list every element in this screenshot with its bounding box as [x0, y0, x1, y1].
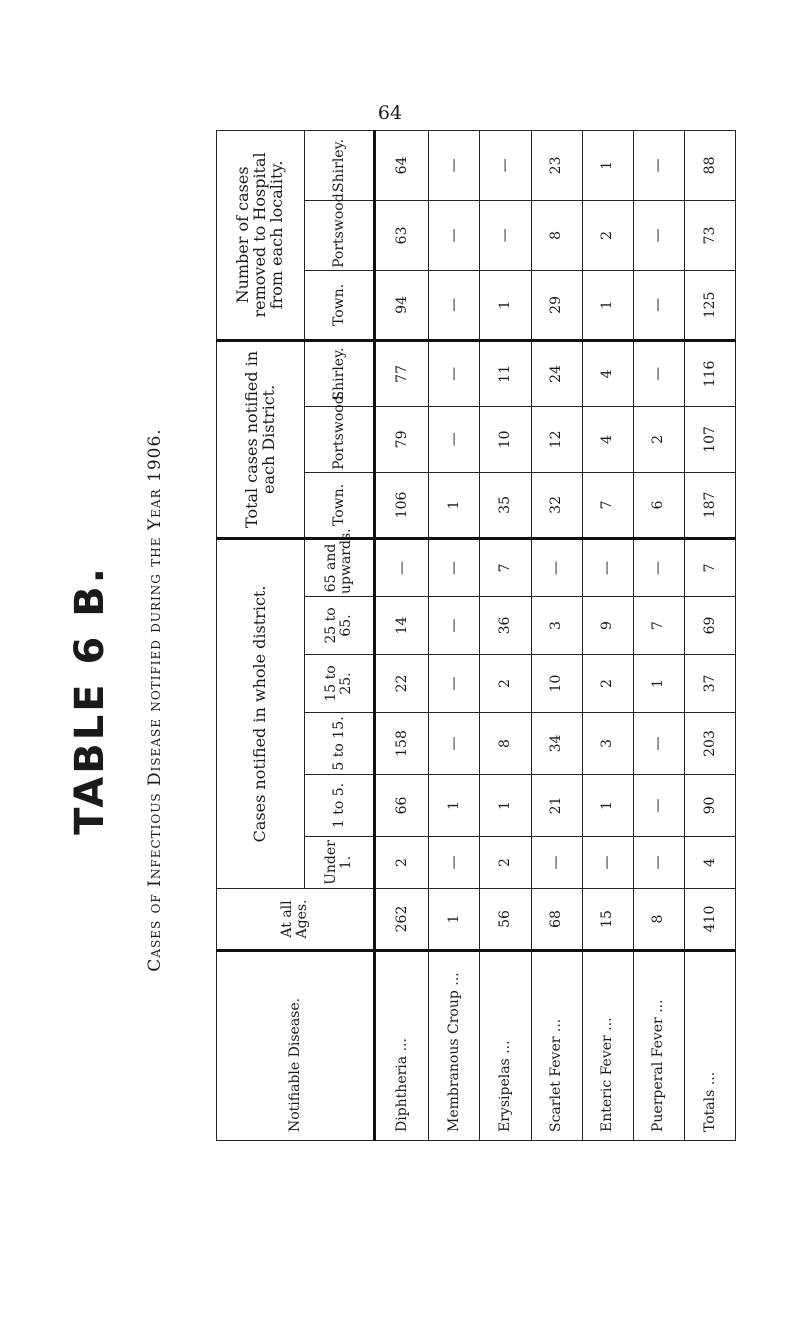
table-cell: 36: [480, 597, 531, 655]
table-cell: 2: [480, 655, 531, 713]
table-cell: —: [633, 340, 684, 406]
header-total-portswood: Portswood.: [305, 406, 375, 472]
table-cell: —: [633, 713, 684, 775]
header-total-shirley: Shirley.: [305, 340, 375, 406]
table-cell: 11: [480, 340, 531, 406]
table-cell: 1: [582, 775, 633, 837]
table-cell: Puerperal Fever ...: [633, 951, 684, 1141]
table-cell: 1: [429, 472, 480, 538]
table-cell: —: [375, 538, 429, 596]
table-cell: 187: [684, 472, 735, 538]
table-cell: 9: [582, 597, 633, 655]
table-row: [429, 130, 480, 1140]
table-cell: —: [429, 837, 480, 889]
table-cell: 2: [480, 837, 531, 889]
table-cell: 66: [375, 775, 429, 837]
header-5to15: 5 to 15.: [305, 713, 375, 775]
table-cell: 68: [531, 889, 582, 951]
table-cell: —: [429, 130, 480, 200]
table-cell: 63: [375, 200, 429, 270]
header-total-town: Town.: [305, 472, 375, 538]
table-cell: 29: [531, 270, 582, 340]
table-cell: —: [582, 837, 633, 889]
table-cell: 21: [531, 775, 582, 837]
table-cell: —: [582, 538, 633, 596]
table-label: TABLE 6 B.: [67, 565, 113, 835]
table-cell: 23: [531, 130, 582, 200]
table-cell: Scarlet Fever ...: [531, 951, 582, 1141]
table-cell: 1: [480, 775, 531, 837]
table-cell: 77: [375, 340, 429, 406]
header-removed-town: Town.: [305, 270, 375, 340]
table-cell: 22: [375, 655, 429, 713]
table-cell: —: [633, 837, 684, 889]
table-cell: 107: [684, 406, 735, 472]
table-cell: —: [429, 340, 480, 406]
table-cell: 8: [531, 200, 582, 270]
table-cell: —: [480, 200, 531, 270]
table-cell: Diphtheria ...: [375, 951, 429, 1141]
header-removed-shirley: Shirley.: [305, 130, 375, 200]
table-cell: 2: [375, 837, 429, 889]
table-cell: 2: [582, 655, 633, 713]
header-removed-portswood: Portswood.: [305, 200, 375, 270]
table-cell: 116: [684, 340, 735, 406]
table-cell: 12: [531, 406, 582, 472]
table-cell: 24: [531, 340, 582, 406]
totals-row: [684, 130, 735, 1140]
table-cell: 4: [684, 837, 735, 889]
table-cell: 56: [480, 889, 531, 951]
table-cell: —: [480, 130, 531, 200]
table-cell: 90: [684, 775, 735, 837]
table-cell: 3: [531, 597, 582, 655]
table-cell: 262: [375, 889, 429, 951]
table-title: Cases of Infectious Disease notified during the Year 1906.: [145, 428, 165, 972]
table-cell: 15: [582, 889, 633, 951]
table-cell: 1: [429, 775, 480, 837]
table-row: [582, 130, 633, 1140]
table-cell: 64: [375, 130, 429, 200]
table-cell: —: [633, 775, 684, 837]
table-cell: 34: [531, 713, 582, 775]
header-disease: Notifiable Disease.: [217, 951, 375, 1141]
table-cell: 2: [633, 406, 684, 472]
table-cell: 8: [633, 889, 684, 951]
table-row: [531, 130, 582, 1140]
table-cell: 2: [582, 200, 633, 270]
table-cell: —: [429, 713, 480, 775]
table-cell: —: [633, 130, 684, 200]
table-cell: 125: [684, 270, 735, 340]
table-cell: 203: [684, 713, 735, 775]
table-cell: 7: [480, 538, 531, 596]
table-cell: 35: [480, 472, 531, 538]
table-cell: 3: [582, 713, 633, 775]
header-15to25: 15 to 25.: [305, 655, 375, 713]
table-cell: —: [429, 270, 480, 340]
table-cell: 1: [582, 130, 633, 200]
table-cell: 37: [684, 655, 735, 713]
table-cell: 14: [375, 597, 429, 655]
header-all-ages: At all Ages.: [217, 889, 375, 951]
table-cell: 1: [429, 889, 480, 951]
table-cell: —: [429, 406, 480, 472]
disease-table: [216, 130, 736, 1141]
table-cell: —: [429, 655, 480, 713]
table-cell: 79: [375, 406, 429, 472]
table-cell: 7: [582, 472, 633, 538]
table-cell: Membranous Croup ...: [429, 951, 480, 1141]
table-cell: 4: [582, 406, 633, 472]
table-cell: 32: [531, 472, 582, 538]
table-cell: 7: [684, 538, 735, 596]
table-cell: 6: [633, 472, 684, 538]
table-row: [480, 130, 531, 1140]
table-cell: —: [633, 538, 684, 596]
table-cell: 88: [684, 130, 735, 200]
table-cell: 10: [480, 406, 531, 472]
table-cell: 94: [375, 270, 429, 340]
table-cell: —: [429, 200, 480, 270]
table-cell: 4: [582, 340, 633, 406]
table-cell: —: [531, 538, 582, 596]
table-cell: —: [531, 837, 582, 889]
table-cell: Enteric Fever ...: [582, 951, 633, 1141]
table-row: [375, 130, 429, 1140]
table-cell: 8: [480, 713, 531, 775]
table-cell: Erysipelas ...: [480, 951, 531, 1141]
table-cell: 69: [684, 597, 735, 655]
table-cell: 158: [375, 713, 429, 775]
rotated-table-wrapper: [216, 131, 736, 1141]
header-1to5: 1 to 5.: [305, 775, 375, 837]
header-group-whole: Cases notified in whole district.: [217, 538, 305, 888]
header-group-total: Total cases notified in each District.: [217, 340, 305, 538]
table-cell: —: [633, 270, 684, 340]
table-cell: 1: [633, 655, 684, 713]
table-cell: 410: [684, 889, 735, 951]
table-cell: 7: [633, 597, 684, 655]
header-group-removed: Number of cases removed to Hospital from each locality.: [217, 130, 305, 340]
table-cell: 106: [375, 472, 429, 538]
header-65up: 65 and upwards.: [305, 538, 375, 596]
header-under1: Under 1.: [305, 837, 375, 889]
table-cell: 10: [531, 655, 582, 713]
table-cell: —: [429, 538, 480, 596]
header-25to65: 25 to 65.: [305, 597, 375, 655]
table-cell: —: [633, 200, 684, 270]
table-row: [633, 130, 684, 1140]
table-cell: 1: [582, 270, 633, 340]
table-cell: 1: [480, 270, 531, 340]
table-cell: 73: [684, 200, 735, 270]
page-number: 64: [377, 102, 403, 124]
table-cell: —: [429, 597, 480, 655]
table-cell: Totals ...: [684, 951, 735, 1141]
